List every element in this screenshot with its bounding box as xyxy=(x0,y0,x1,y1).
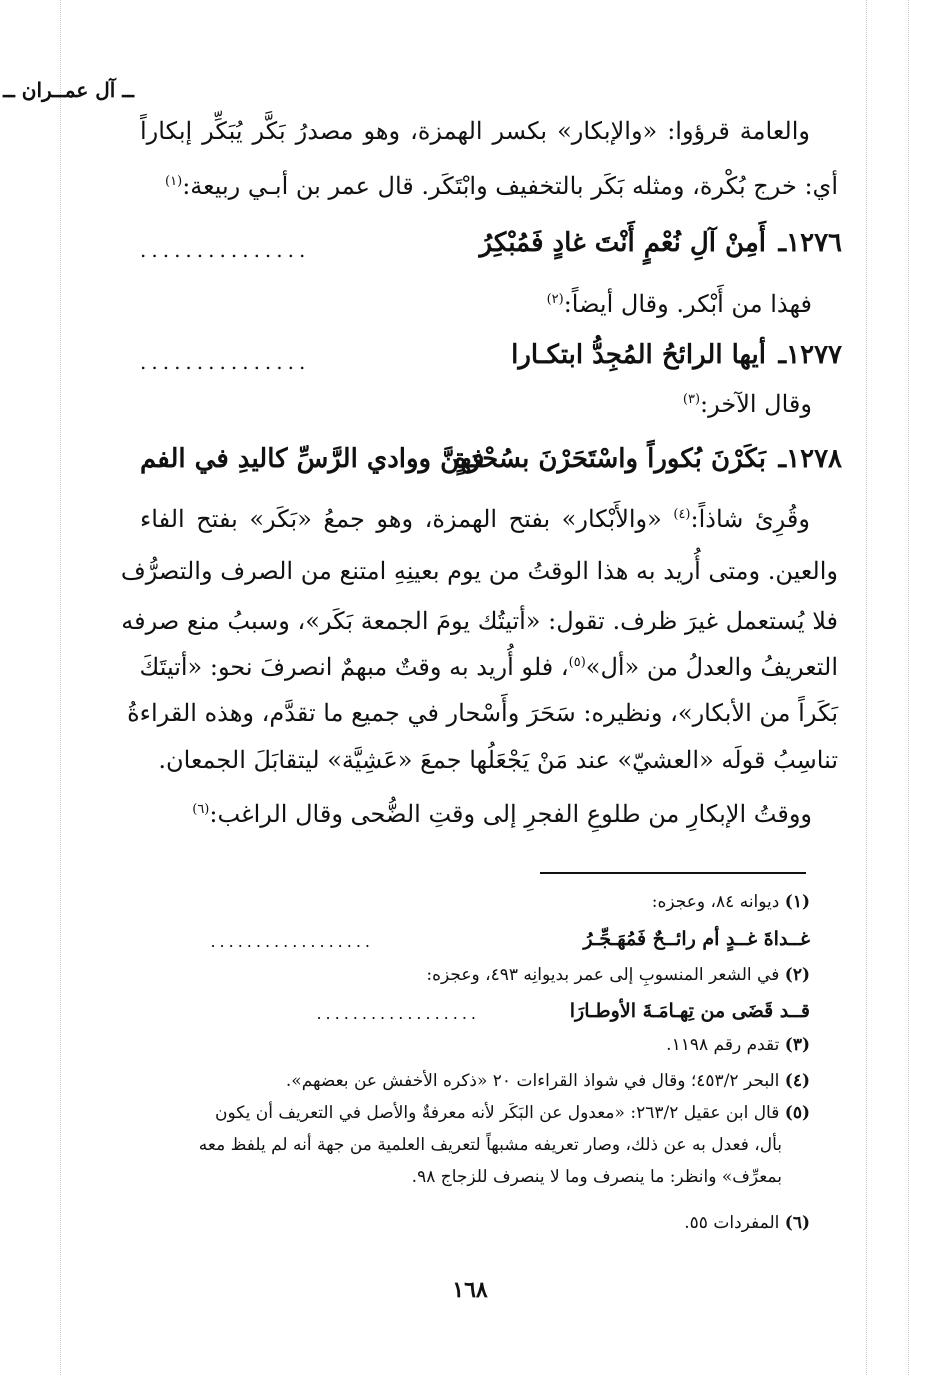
verse-line xyxy=(140,340,842,374)
body-text: فهذا من أَبْكر. وقال أيضاً: xyxy=(563,290,812,318)
body-text: وقال الآخر: xyxy=(700,390,812,418)
body-line: تناسِبُ قولَه «العشيّ» عند مَنْ يَجْعَلُها جمعَ «عَشِيَّة» ليتقابَلَ الجمعان. xyxy=(158,746,838,774)
footnote-text: ديوانه ٨٤، وعجزه: xyxy=(651,892,780,912)
footnote-verse-ellipsis: .................. xyxy=(210,932,374,951)
verse-line xyxy=(140,444,842,478)
footnote-number: (١) xyxy=(784,892,810,912)
footnote-line: بمعرِّف» وانظر: ما ينصرف وما لا ينصرف للزجاج ٩٨. xyxy=(411,1167,782,1187)
footnote-ref: (٢) xyxy=(546,292,564,307)
footnote-verse: قــد قَضَى من تِهـامَـةَ الأوطـارَا xyxy=(569,1000,810,1022)
footnote-number: (٥) xyxy=(784,1103,810,1123)
verse-number: ١٢٧٧ـ xyxy=(778,340,842,370)
body-line: بَكَراً من الأبكار»، ونظيره: سَحَرَ وأَسْحار في جميع ما تقدَّم، وهذه القراءةُ xyxy=(127,699,838,727)
footnote-verse-ellipsis: .................. xyxy=(316,1004,480,1023)
body-text: «والأَبْكار» بفتح الهمزة، وهو جمعُ «بَكَر» بفتح الفاء xyxy=(140,505,662,533)
footnote-number: (٦) xyxy=(784,1213,810,1233)
body-line xyxy=(140,652,838,682)
footnote-line: بأل، فعدل به عن ذلك، وصار تعريفه مشبهاً لتعريف العلمية من جهة أنه لم يلفظ معه xyxy=(198,1135,782,1155)
body-line: والعين. ومتى أُريد به هذا الوقتُ من يوم بعينِهِ امتنع من الصرف والتصرُّف xyxy=(120,557,838,585)
footnote-number: (٤) xyxy=(784,1071,810,1091)
body-line xyxy=(547,290,812,318)
footnote-text: قال ابن عقيل ٢٦٣/٢: «معدول عن البَكَر لأنه معرفةٌ والأصل في التعريف أن يكون xyxy=(214,1103,780,1123)
footnote-number: (٣) xyxy=(784,1035,810,1055)
verse-number: ١٢٧٨ـ xyxy=(778,444,842,474)
footnote-text: البحر ٤٥٣/٢؛ وقال في شواذ القراءات ٢٠ «ذكره الأخفش عن بعضهم». xyxy=(285,1071,780,1091)
footnote-1 xyxy=(652,891,810,913)
footnote-ref: (٥) xyxy=(568,655,586,670)
footnote-4 xyxy=(286,1070,810,1092)
footnote-separator xyxy=(540,872,806,874)
running-header: ــ آل عمــران ــ xyxy=(3,78,134,102)
body-text: وقُرِئ شاذاً: xyxy=(690,505,810,533)
verse-ellipsis: ............... xyxy=(140,238,311,262)
footnote-5 xyxy=(110,1102,810,1188)
footnote-2 xyxy=(426,964,810,986)
footnote-text: المفردات ٥٥. xyxy=(684,1213,780,1233)
footnote-ref: (١) xyxy=(165,174,183,189)
body-line xyxy=(165,172,838,200)
body-text: ، فلو أُريد به وقتٌ مبهمٌ انصرفَ نحو: «أتيتَكَ xyxy=(139,653,569,681)
footnote-text: تقدم رقم ١١٩٨. xyxy=(666,1035,780,1055)
verse-hemistich-first: بَكَرْنَ بُكوراً واسْتَحَرْنَ بسُحْرَةٍ xyxy=(454,444,766,474)
verse-hemistich: أَمِنْ آلِ نُعْمٍ أَنْتَ غادٍ فَمُبْكِرُ xyxy=(479,228,766,258)
page-number: ١٦٨ xyxy=(452,1277,488,1303)
verse-number: ١٢٧٦ـ xyxy=(778,228,842,258)
footnote-number: (٢) xyxy=(784,965,810,985)
body-line xyxy=(140,504,810,534)
margin-guide-outer xyxy=(908,0,909,1375)
footnote-6 xyxy=(684,1212,810,1234)
verse-line xyxy=(140,228,842,262)
footnote-verse: غــداةَ غــدٍ أم رائــحٌ فَمُهَـجِّـرُ xyxy=(583,928,810,950)
footnote-3 xyxy=(666,1034,810,1056)
body-line: فلا يُستعمل غيرَ ظرف. تقول: «أتيتُك يومَ الجمعة بَكَر»، وسببُ منع صرفه xyxy=(121,607,838,635)
body-line xyxy=(192,800,812,828)
footnote-line xyxy=(110,1102,810,1124)
body-line: والعامة قرؤوا: «والإبكار» بكسر الهمزة، وهو مصدرُ بَكَّر يُبَكِّر إبكاراً xyxy=(140,117,810,145)
margin-guide-right xyxy=(866,0,867,1375)
footnote-text: في الشعر المنسوبِ إلى عمر بديوانِه ٤٩٣، وعجزه: xyxy=(426,965,780,985)
footnote-ref: (٤) xyxy=(673,507,691,522)
body-text: أي: خرج بُكْرة، ومثله بَكَر بالتخفيف وابْتَكَر. قال عمر بن أبـي ربيعة: xyxy=(182,172,838,200)
margin-guide-left xyxy=(60,0,61,1375)
footnote-ref: (٣) xyxy=(682,392,701,407)
body-line xyxy=(683,390,812,418)
verse-ellipsis: ............... xyxy=(140,350,311,374)
body-text: ووقتُ الإبكارِ من طلوعِ الفجرِ إلى وقتِ الضُّحى وقال الراغب: xyxy=(209,800,812,828)
verse-hemistich-second: فهنَّ ووادي الرَّسِّ كاليدِ في الفم xyxy=(140,444,485,474)
verse-hemistich: أيها الرائحُ المُجِدُّ ابتكـارا xyxy=(511,340,766,370)
body-text: التعريفُ والعدلُ من «أل» xyxy=(585,653,838,681)
footnote-ref: (٦) xyxy=(192,802,210,817)
